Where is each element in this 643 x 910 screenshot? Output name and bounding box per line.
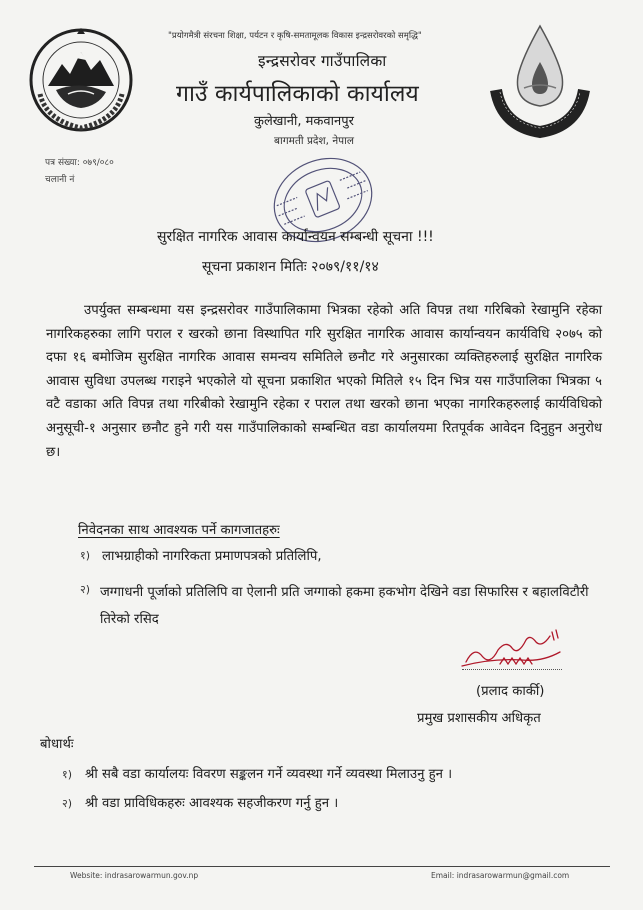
municipality-name: इन्द्रसरोवर गाउँपालिका <box>258 52 387 70</box>
footer-website: Website: indrasarowarmun.gov.np <box>70 871 199 880</box>
motto-text: "प्रयोगमैत्री संरचना शिक्षा, पर्यटन र कृषि-समतामूलक विकास इन्द्रसरोवरको समृद्धि" <box>168 31 422 41</box>
signer-title: प्रमुख प्रशासकीय अधिकृत <box>417 711 541 726</box>
municipality-drop-logo <box>478 22 602 140</box>
requirements-heading: निवेदनका साथ आवश्यक पर्ने कागजातहरुः <box>78 523 280 538</box>
publication-date: सूचना प्रकाशन मितिः २०७९/११/१४ <box>202 259 379 275</box>
cc-2-number: २) <box>62 797 73 810</box>
cc-2-text: श्री वडा प्राविधिकहरुः आवश्यक सहजीकरण गर्नु हुन । <box>85 796 339 811</box>
handwritten-signature <box>452 626 572 674</box>
cc-heading: बोधार्थः <box>40 737 74 752</box>
reference-number: पत्र संख्या: ०७९/०८० <box>45 158 114 168</box>
cc-1-number: १) <box>62 768 73 781</box>
cc-1-text: श्री सबै वडा कार्यालयः विवरण सङ्कलन गर्ने व्यवस्था गर्ने व्यवस्था मिलाउनु हुन । <box>85 767 453 782</box>
notice-body: उपर्युक्त सम्बन्धमा यस इन्द्रसरोवर गाउँपालिकामा भित्रका रहेको अति विपन्न तथा गरिबिको रेखामुनि रहेका नागरिकहरुका लागि पराल र खरको छाना विस्थापित गरि सुरक्षित नागरिक आवास कार्यान्वयन कार्यविधि २०७५ को दफा १६ बमोजिम सुरक्षित नागरिक आवास समन्वय समितिले छनौट गरे अनुसारका व्यक्तिहरुलाई सुरक्षित नागरिक आवास सुविधा उपलब्ध गराइने भएकोले यो सूचना प्रकाशित भएको मितिले १५ दिन भित्र यस गाउँपालिका भित्रका ५ वटै वडाका अति विपन्न तथा गरिबीको रेखामुनि रहेका र पराल तथा खरको छाना भएका नागरिकहरुलाई कार्यविधिको अनुसूची-१ अनुसार छनौट हुने गरी यस गाउँपालिकाको सम्बन्धित वडा कार्यालयमा रितपूर्वक आवेदन दिनुहुन अनुरोध छ। <box>46 303 602 460</box>
dispatch-number: चलानी नं <box>45 175 75 185</box>
address-line-2: बागमती प्रदेश, नेपाल <box>274 135 354 147</box>
office-name: गाउँ कार्यपालिकाको कार्यालय <box>176 81 419 107</box>
signature-line <box>462 669 562 670</box>
requirement-1-text: लाभग्राहीको नागरिकता प्रमाणपत्रको प्रतिलिपि, <box>102 549 322 564</box>
requirement-2-number: २) <box>80 583 91 596</box>
requirement-1-number: १) <box>80 549 91 562</box>
footer-email: Email: indrasarowarmun@gmail.com <box>431 871 570 880</box>
signer-name: (प्रलाद कार्की) <box>476 684 545 699</box>
requirement-2-text: जग्गाधनी पूर्जाको प्रतिलिपि वा ऐलानी प्रति जग्गाको हकमा हकभोग देखिने वडा सिफारिस र बहालविटौरी तिरेको रसिद <box>100 585 589 627</box>
address-line-1: कुलेखानी, मकवानपुर <box>254 114 354 129</box>
notice-title: सुरक्षित नागरिक आवास कार्यान्वयन सम्बन्धी सूचना !!! <box>157 229 434 245</box>
nepal-emblem-logo <box>28 24 134 136</box>
footer-divider <box>34 866 610 867</box>
